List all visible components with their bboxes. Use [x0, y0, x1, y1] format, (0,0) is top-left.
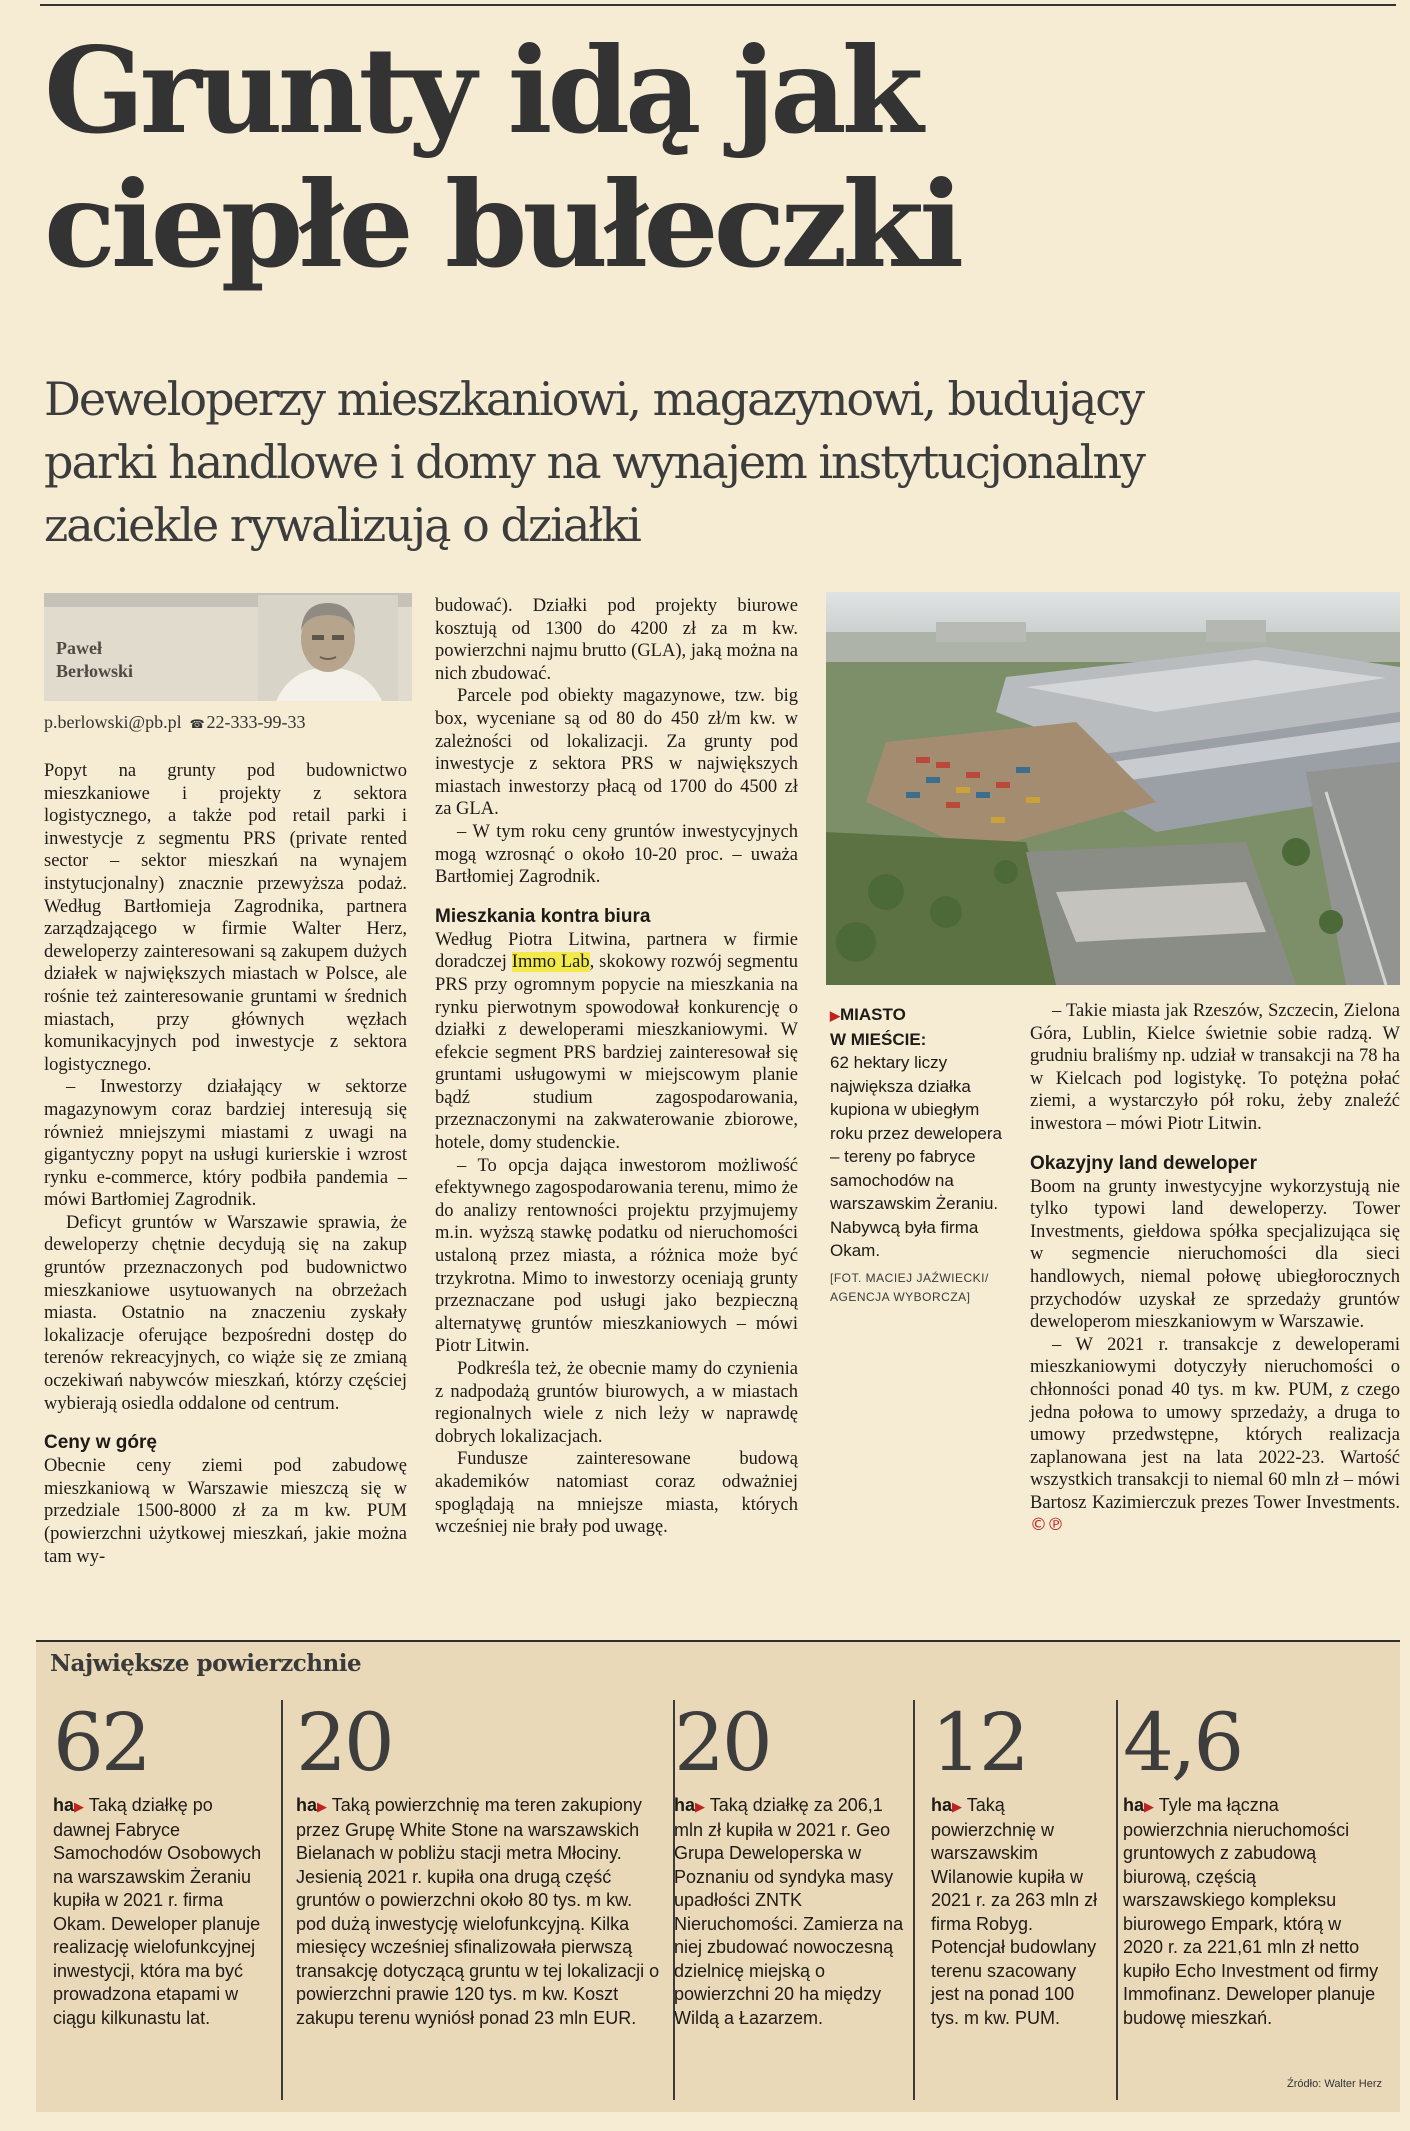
highlighted-company: Immo Lab: [511, 952, 590, 973]
largest-areas-box: [36, 1640, 1400, 2112]
headline-line-2: ciepłe bułeczki: [44, 155, 960, 294]
paragraph: – Takie miasta jak Rzeszów, Szczecin, Zielona Góra, Lublin, Kielce świetnie sobie radzą. W grudniu braliśmy np. udział w transakcji na 78 ha w Kielcach pod logistykę. To potężna połać ziemi, a wystarczyło pół roku, żeby znaleźć inwestora – mówi Piotr Litwin.: [1030, 1001, 1400, 1134]
paragraph: – Inwestorzy działający w sektorze magazynowym coraz bardziej interesują się również mniejszymi miastami z uwagi na gigantyczny popyt na usługi kurierskie i wzrost rynku e-commerce, który podbiła pandemia – mówi Bartłomiej Zagrodnik.: [44, 1077, 407, 1211]
paragraph-part: , skokowy rozwój segmentu PRS przy ogromnym popycie na mieszkania na rynku pierwotnym spowodował konkurencję o działki z deweloperami mieszkaniowymi. W efekcie segment PRS bardziej zainteresował się gruntami usługowymi w miejscowym planie bądź studium zagospodarowania, przeznaczonymi na zakwaterowanie zbiorowe, hotele, domy studenckie.: [435, 952, 798, 1154]
stat-description: Taką powierzchnię w warszawskim Wilanowie kupiła w 2021 r. za 263 mln zł firma Robyg. Potencjał budowlany terenu szacowany jest na ponad 100 tys. m kw. PUM.: [931, 1795, 1098, 2028]
stat-number: 20: [296, 1696, 392, 1789]
stat-item: [1123, 1696, 1383, 2095]
stat-number: 20: [674, 1696, 770, 1789]
source-note: Źródło: Walter Herz: [1287, 2078, 1382, 2090]
arrow-right-icon: ▶: [830, 1008, 840, 1023]
arrow-right-icon: ▶: [74, 1799, 85, 1814]
phone-icon: ☎: [189, 717, 205, 731]
stat-description: Taką powierzchnię ma teren zakupiony przez Grupę White Stone na warszawskich Bielanach w pobliżu stacji metra Młociny. Jesienią 2021 r. kupiła ona drugą część gruntów o powierzchni około 80 tys. m kw. pod dużą inwestycję wielofunkcyjną. Kilka miesięcy wcześniej sfinalizowała pierwszą transakcję dotyczącą gruntu w tej lokalizacji o powierzchni prawie 120 tys. m kw. Koszt zakupu terenu wyniósł ponad 23 mln EUR.: [296, 1795, 660, 2028]
article-column-1: [44, 760, 407, 1568]
paragraph: – W tym roku ceny gruntów inwestycyjnych mogą wzrosnąć o około 10-20 proc. – uważa Bartłomiej Zagrodnik.: [435, 821, 798, 888]
top-rule: [40, 4, 1396, 6]
author-photo: [258, 595, 398, 701]
stat-description: Tyle ma łączna powierzchnia nieruchomości gruntowych z zabudową biurową, częścią warszawskiego kompleksu biurowego Empark, którą w 2020 r. za 221,61 mln zł netto kupiło Echo Investment od firmy Immofinanz. Deweloper planuje budowę mieszkań.: [1123, 1795, 1379, 2028]
stat-item: [674, 1696, 904, 2095]
stat-text: [1123, 1794, 1383, 2030]
paragraph: Popyt na grunty pod budownictwo mieszkaniowe i projekty z sektora logistycznego, a także pod retail parki i inwestycje z segmentu PRS (private rented sector – sektor mieszkań na wynajem instytucjonalny) znacznie przewyższa podaż. Według Bartłomieja Zagrodnika, partnera zarządzającego w firmie Walter Herz, deweloperzy zainteresowani są zakupem dużych działek w największych miastach w Polsce, ale rośnie też zainteresowanie gruntami w średnich miastach, przy głównych węzłach komunikacyjnych pod inwestycje z sektora logistycznego.: [44, 761, 407, 1075]
paragraph-part: – W 2021 r. transakcje z deweloperami mieszkaniowymi dotyczyły nieruchomości o chłonności ponad 40 tys. m kw. PUM, z czego jedna połowa to umowy sprzedaży, a druga to umowy przedwstępne, których realizacja zaplanowana jest na lata 2022-23. Wartość wszystkich transakcji to niemal 60 mln zł – mówi Bartosz Kazimierczuk prezes Tower Investments.: [1030, 1334, 1400, 1513]
stat-unit: ha: [53, 1795, 75, 1815]
section-heading: Mieszkania kontra biura: [435, 905, 651, 927]
caption-title-line-1: MIASTO: [840, 1005, 906, 1024]
headline-line-1: Grunty idą jak: [44, 21, 919, 160]
headline: [44, 21, 1344, 294]
divider: [1116, 1700, 1118, 2100]
caption-title-line-2: W MIEŚCIE:: [830, 1029, 927, 1049]
stat-number: 12: [931, 1696, 1027, 1789]
section-heading: Okazyjny land deweloper: [1030, 1152, 1258, 1174]
stat-description: Taką działkę za 206,1 mln zł kupiła w 2021 r. Geo Grupa Deweloperska w Poznaniu od syndyka masy upadłości ZNTK Nieruchomości. Zamierza na niej zbudować nowoczesną dzielnicę miejską o powierzchni 20 ha między Wildą a Łazarzem.: [674, 1795, 904, 2028]
author-phone: 22-333-99-33: [206, 712, 306, 732]
stat-number: 62: [53, 1696, 149, 1789]
aerial-photo: [826, 592, 1400, 985]
stat-item: [931, 1696, 1101, 2095]
subheadline-line-2: parki handlowe i domy na wynajem instytucjonalny: [44, 435, 1144, 489]
stat-text: [296, 1794, 666, 2030]
copyright-icon: ©℗: [1030, 1515, 1064, 1536]
stat-unit: ha: [674, 1795, 696, 1815]
section-heading: Ceny w górę: [44, 1432, 157, 1454]
paragraph: Fundusze zainteresowane budową akademików natomiast coraz odważniej spoglądają na mniejsze miasta, których wcześniej nie brały pod uwagę.: [435, 1449, 798, 1538]
arrow-right-icon: ▶: [317, 1799, 328, 1814]
photo-credit: [FOT. MACIEJ JAŹWIECKI/ AGENCJA WYBORCZA]: [830, 1270, 989, 1304]
paragraph: Podkreśla też, że obecnie mamy do czynienia z nadpodażą gruntów biurowych, a w miastach regionalnych wiele z nich leży w naprawdę dobrych lokalizacjach.: [435, 1359, 798, 1447]
arrow-right-icon: ▶: [952, 1799, 963, 1814]
photo-caption: [830, 1003, 1002, 1307]
author-box: [44, 593, 412, 701]
arrow-right-icon: ▶: [1144, 1799, 1155, 1814]
paragraph: Deficyt gruntów w Warszawie sprawia, że deweloperzy chętnie decydują się na zakup gruntów przeznaczonych pod budownictwo mieszkaniowe usytuowanych na obrzeżach miasta. Ostatnio na znaczeniu zyskały lokalizacje oferujące bezpośredni dostęp do terenów rekreacyjnych, co wiąże się ze zmianą oczekiwań nabywców mieszkań, którzy częściej wybierają osiedla oddalone od centrum.: [44, 1212, 407, 1414]
divider: [281, 1700, 283, 2100]
paragraph: Boom na grunty inwestycyjne wykorzystują nie tylko typowi land deweloperzy. Tower Investments, giełdowa spółka specjalizująca się w segmencie nieruchomości dla sieci handlowych, niemal połowę ubiegłorocznych przychodów uzyskał ze sprzedaży gruntów deweloperom mieszkaniowym w Warszawie.: [1030, 1176, 1400, 1333]
stat-unit: ha: [931, 1795, 953, 1815]
stat-unit: ha: [1123, 1795, 1145, 1815]
divider: [913, 1700, 915, 2100]
paragraph: [435, 929, 798, 1155]
stat-text: [931, 1794, 1101, 2030]
arrow-right-icon: ▶: [695, 1799, 706, 1814]
subheadline-line-3: zaciekle rywalizują o działki: [44, 498, 640, 552]
paragraph-part: Według Piotra Litwina, partnera w firmie doradczej: [435, 929, 798, 973]
paragraph: Parcele pod obiekty magazynowe, tzw. big box, wyceniane są od 80 do 450 zł/m kw. w zależności od lokalizacji. Za grunty pod inwestycje z sektora PRS w największych miastach inwestorzy płacą od 1700 do 4500 zł za GLA.: [435, 686, 798, 820]
stat-text: [53, 1794, 273, 2030]
box-title: Największe powierzchnie: [50, 1650, 362, 1677]
paragraph: budować). Działki pod projekty biurowe kosztują od 1300 do 4200 zł za m kw. powierzchni najmu brutto (GLA), jaką można na nich zbudować.: [435, 596, 798, 684]
subheadline-line-1: Deweloperzy mieszkaniowi, magazynowi, budujący: [44, 372, 1144, 426]
author-first-name: Paweł: [56, 638, 102, 658]
paragraph: [1030, 1334, 1400, 1537]
paragraph: Obecnie ceny ziemi pod zabudowę mieszkaniową w Warszawie mieszczą się w przedziale 1500-8000 zł za m kw. PUM (powierzchni użytkowej mieszkań, jakie można tam wy-: [44, 1456, 407, 1567]
article-column-2: [435, 595, 798, 1539]
stat-unit: ha: [296, 1795, 318, 1815]
stat-item: [296, 1696, 666, 2095]
author-last-name: Berłowski: [56, 661, 134, 681]
author-contact: [44, 712, 306, 733]
paragraph: – To opcja dająca inwestorom możliwość efektywnego zagospodarowania terenu, mimo że do analizy rentowności projektu przyjmujemy m.in. wyższą stawkę podatku od nieruchomości ustaloną przez miasta, a różnica może być trzykrotna. Mimo to inwestorzy oceniają grunty przeznaczane pod usługi jako bezpieczną alternatywę gruntów mieszkaniowych – mówi Piotr Litwin.: [435, 1155, 798, 1357]
stat-number: 4,6: [1123, 1696, 1242, 1789]
article-column-4: [1030, 1000, 1400, 1537]
stat-description: Taką działkę po dawnej Fabryce Samochodów Osobowych na warszawskim Żeraniu kupiła w 2021 r. firma Okam. Deweloper planuje realizację wielofunkcyjnej inwestycji, która ma być prowadzona etapami w ciągu kilkunastu lat.: [53, 1795, 262, 2028]
author-name: [56, 637, 176, 683]
caption-text: 62 hektary liczy największa działka kupiona w ubiegłym roku przez dewelopera – tereny po fabryce samochodów na warszawskim Żeraniu. Nabywcą była firma Okam.: [830, 1053, 1002, 1260]
subheadline: [44, 368, 1364, 557]
author-email[interactable]: p.berlowski@pb.pl: [44, 712, 182, 732]
stat-text: [674, 1794, 904, 2030]
caption-title: [830, 1003, 1002, 1051]
stat-item: [53, 1696, 273, 2095]
